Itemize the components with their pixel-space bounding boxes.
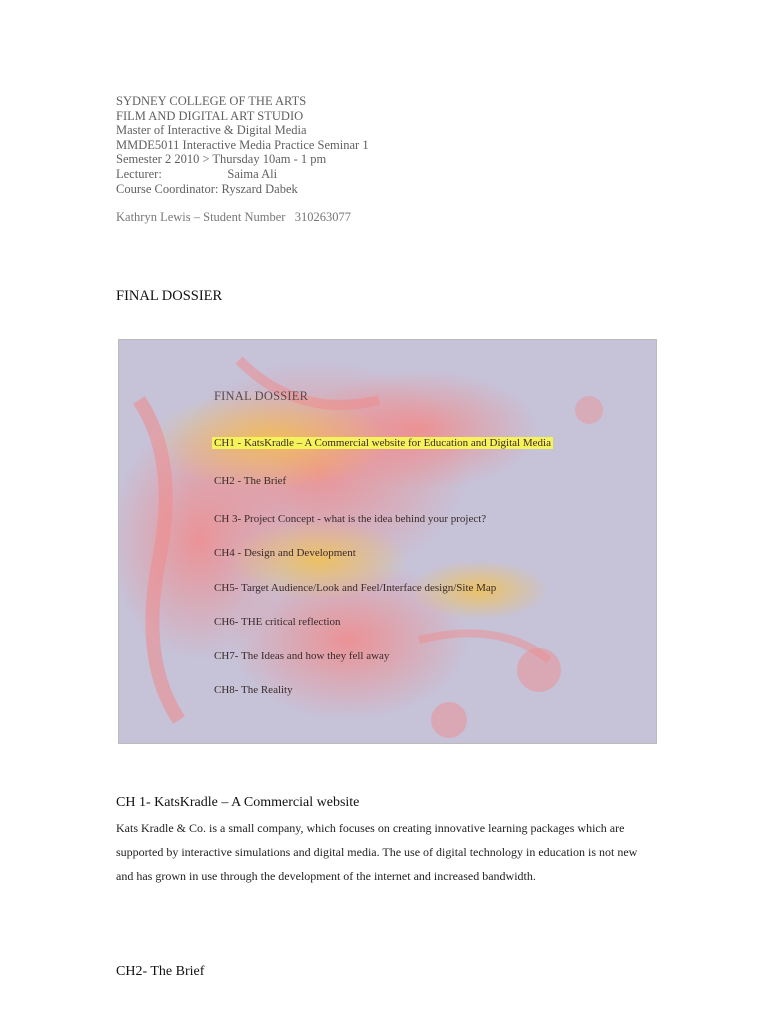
ch1-body: Kats Kradle & Co. is a small company, which focuses on creating innovative learning packages which are supported by interactive simulations and digital media. The use of digital technology in education is not new and has grown in use through the development of the internet and increased bandwidth. (116, 821, 638, 883)
document-header (116, 94, 369, 225)
page-title: FINAL DOSSIER (116, 288, 223, 304)
slide-item-ch4: CH4 - Design and Development (214, 547, 356, 559)
header-program: Master of Interactive & Digital Media (116, 123, 307, 138)
slide-item-ch7: CH7- The Ideas and how they fell away (214, 650, 390, 662)
header-coordinator: Course Coordinator: Ryszard Dabek (116, 181, 298, 196)
dossier-contents-image (118, 339, 657, 744)
slide-item-ch8: CH8- The Reality (214, 684, 293, 696)
header-institution: SYDNEY COLLEGE OF THE ARTS (116, 94, 307, 108)
header-studio: FILM AND DIGITAL ART STUDIO (116, 108, 304, 123)
slide-title: FINAL DOSSIER (214, 389, 309, 403)
slide-item-ch1: CH1 - KatsKradle – A Commercial website for Education and Digital Media (214, 437, 551, 449)
header-course: MMDE5011 Interactive Media Practice Seminar 1 (116, 137, 369, 152)
slide-item-ch3: CH 3- Project Concept - what is the idea behind your project? (214, 513, 487, 525)
header-lecturer: Lecturer: Saima Ali (116, 166, 278, 181)
slide-item-ch5: CH5- Target Audience/Look and Feel/Interface design/Site Map (214, 582, 497, 594)
header-student: Kathryn Lewis – Student Number 310263077 (116, 210, 352, 225)
slide-item-ch6: CH6- THE critical reflection (214, 616, 341, 628)
slide-item-ch2: CH2 - The Brief (214, 475, 287, 487)
header-schedule: Semester 2 2010 > Thursday 10am - 1 pm (116, 152, 327, 167)
ch1-heading: CH 1- KatsKradle – A Commercial website (116, 795, 360, 810)
ch2-heading: CH2- The Brief (116, 964, 205, 979)
paint-splash-graphic (119, 340, 656, 743)
